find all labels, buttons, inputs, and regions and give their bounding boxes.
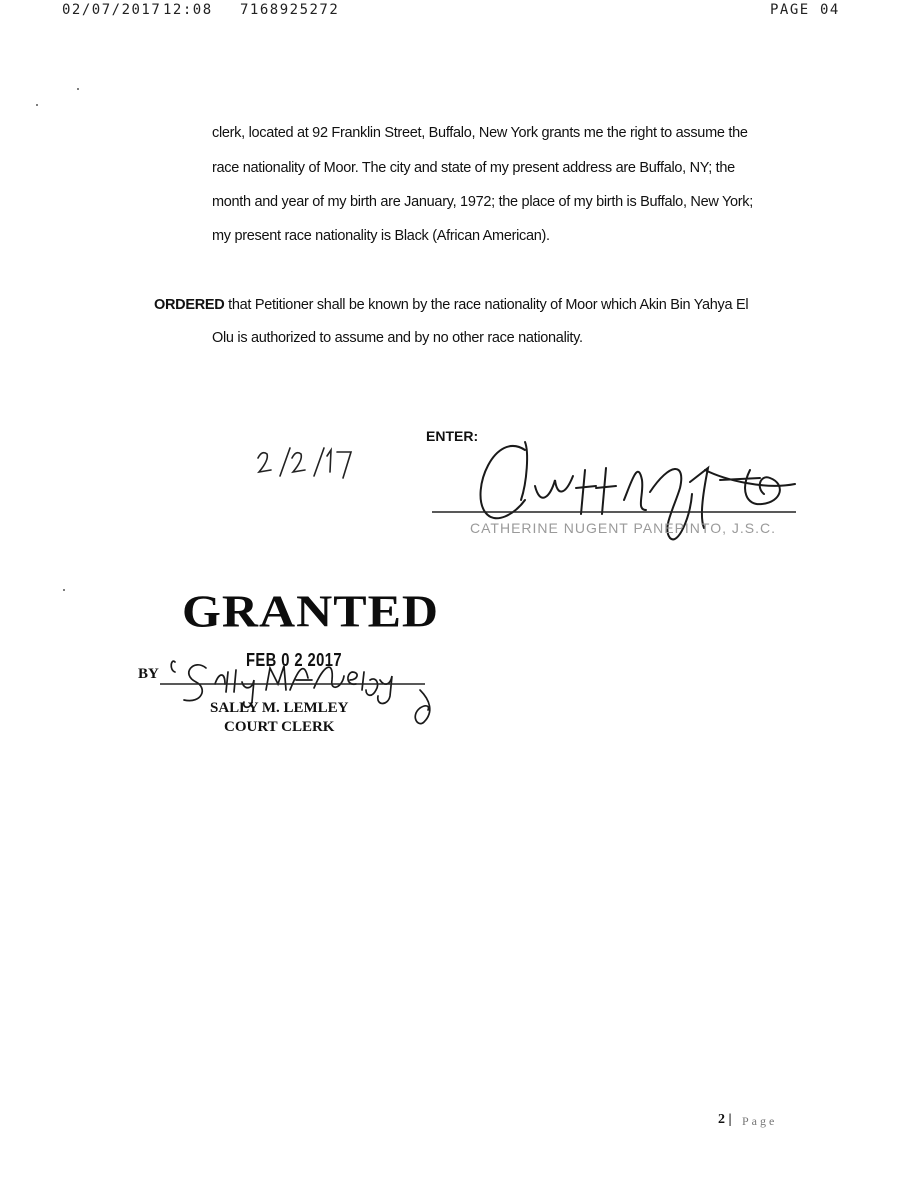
paragraph-line-3: month and year of my birth are January, 1972; the place of my birth is Buffalo, New York;: [212, 194, 753, 210]
granted-stamp-by: BY: [138, 666, 159, 682]
handwritten-date: [258, 448, 351, 478]
fax-page-number: 04: [820, 2, 840, 18]
clerk-title: COURT CLERK: [224, 719, 335, 735]
fax-date: 02/07/2017: [62, 2, 162, 18]
paragraph-line-1: clerk, located at 92 Franklin Street, Buffalo, New York grants me the right to assume the: [212, 125, 748, 141]
paragraph-line-4: my present race nationality is Black (African American).: [212, 228, 550, 244]
clerk-name: SALLY M. LEMLEY: [210, 700, 349, 716]
ordered-line-2: Olu is authorized to assume and by no other race nationality.: [212, 330, 583, 346]
footer-page-word: Page: [742, 1114, 778, 1128]
paragraph-line-2: race nationality of Moor. The city and state of my present address are Buffalo, NY; the: [212, 160, 735, 176]
enter-label: ENTER:: [426, 428, 479, 444]
fax-page-label: PAGE: [770, 2, 810, 18]
ordered-keyword: ORDERED: [154, 297, 225, 313]
footer-page-number: 2 |: [718, 1112, 732, 1127]
judge-name-faint: CATHERINE NUGENT PANEPINTO, J.S.C.: [470, 520, 777, 536]
ordered-text: that Petitioner shall be known by the race nationality of Moor which Akin Bin Yahya El: [224, 297, 749, 313]
fax-time: 12:08: [163, 2, 213, 18]
granted-stamp-word: GRANTED: [182, 585, 440, 637]
granted-stamp-date: FEB 0 2 2017: [246, 650, 343, 670]
fax-phone: 7168925272: [240, 2, 340, 18]
